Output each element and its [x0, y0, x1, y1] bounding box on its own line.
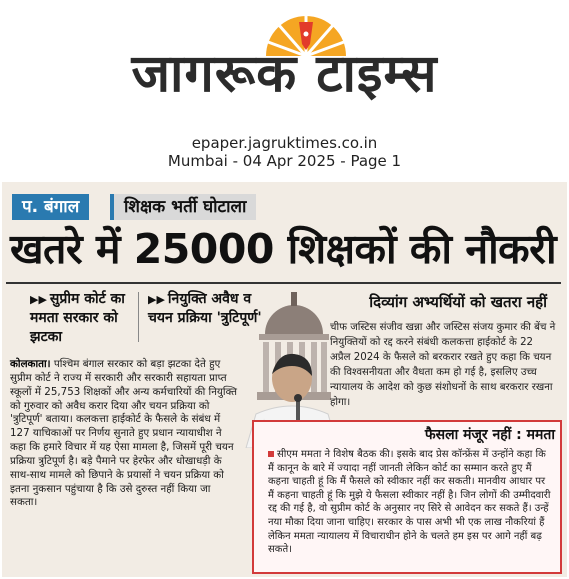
article-body-text: पश्चिम बंगाल सरकार को बड़ा झटका देते हुए सुप्रीम कोर्ट ने राज्य में सरकारी और सरकारी सहायता प्राप्त स्कूलों में 25,753 शिक्षकों और अन्य कर्मचारियों की नियुक्ति को गुरुवार को अवैध करार दिया और चयन प्रक्रिया को 'त्रुटिपूर्ण' बताया। कलकत्ता हाईकोर्ट के फैसले के संबंध में 127 याचिकाओं पर निर्णय सुनाते हुए प्रधान न्यायाधीश ने कहा कि हमारे विचार में यह ऐसा मामला है, जिसमें पूरी चयन प्रक्रिया त्रुटिपूर्ण है। बड़े पैमाने पर हेरफेर और धोखाधड़ी के साथ-साथ मामले को छिपाने के प्रयासों ने चयन प्रक्रिया को इतना नुकसान पहुंचाया है कि उसे दुरुस्त नहीं किया जा सकता। [10, 358, 237, 509]
sidebar-heading: दिव्यांग अभ्यर्थियों को खतरा नहीं [369, 293, 547, 311]
arrow-icon: ▶▶ [30, 293, 47, 306]
quote-box-text: सीएम ममता ने विशेष बैठक की। इसके बाद प्रेस कॉन्फ्रेंस में उन्होंने कहा कि मैं कानून के बारे में ज्यादा नहीं जानती लेकिन कोर्ट का सम्मान करते हुए मैं कहना चाहती हूं कि मैं फैसले को स्वीकार नहीं कर सकती। मानवीय आधार पर मैं कहना चाहती हूं कि मुझे ये फैसला स्वीकार नहीं है। जिन लोगों की उम्मीदवारी रद्द की गई है, वो सुप्रीम कोर्ट के अनुसार नए सिरे से आवेदन कर सकते हैं। उन्हें नया मौका दिया जाना चाहिए। सरकार के पास अभी भी एक लाख नौकरियां हैं लेकिन ममता न्यायालय में विचाराधीन होने के चलते हम इस पर आगे नहीं बढ़ सकते। [268, 449, 551, 556]
sidebar-body: चीफ जस्टिस संजीव खन्ना और जस्टिस संजय कुमार की बेंच ने नियुक्तियों को रद्द करने संबंधी कलकत्ता हाईकोर्ट के 22 अप्रैल 2024 के फैसले को बरकरार रखते हुए कहा कि चयन की विश्वसनीयता और वैधता कम हो गई है, इसलिए उच्च न्यायालय के आदेश को कुछ संशोधनों के साथ बरकरार रखना होगा। [330, 322, 556, 408]
topic-tag: शिक्षक भर्ती घोटाला [110, 194, 256, 220]
masthead [0, 0, 569, 128]
subhead-1-text: सुप्रीम कोर्ट का ममता सरकार को झटका [30, 291, 125, 345]
state-tag: प. बंगाल [12, 194, 89, 220]
edition-info: Mumbai - 04 Apr 2025 - Page 1 [167, 152, 402, 170]
dateline: कोलकाता। [10, 358, 51, 370]
square-bullet-icon [268, 451, 274, 457]
arrow-icon: ▶▶ [148, 293, 165, 306]
subhead-1 [30, 290, 150, 347]
article-headline: खतरे में 25000 शिक्षकों की नौकरी [10, 225, 557, 273]
article-body [10, 358, 238, 510]
subhead-separator [138, 292, 139, 342]
subhead-2-text: नियुक्ति अवैध व चयन प्रक्रिया 'त्रुटिपूर्ण' [148, 291, 262, 326]
divider [6, 282, 561, 284]
logo-wordmark: जागरूक टाइम्स [131, 44, 438, 104]
quote-box-body [268, 448, 552, 557]
quote-box-heading: फैसला मंजूर नहीं : ममता [424, 427, 555, 443]
subhead-2 [148, 290, 268, 328]
epaper-url[interactable]: epaper.jagruktimes.co.in [191, 134, 378, 152]
